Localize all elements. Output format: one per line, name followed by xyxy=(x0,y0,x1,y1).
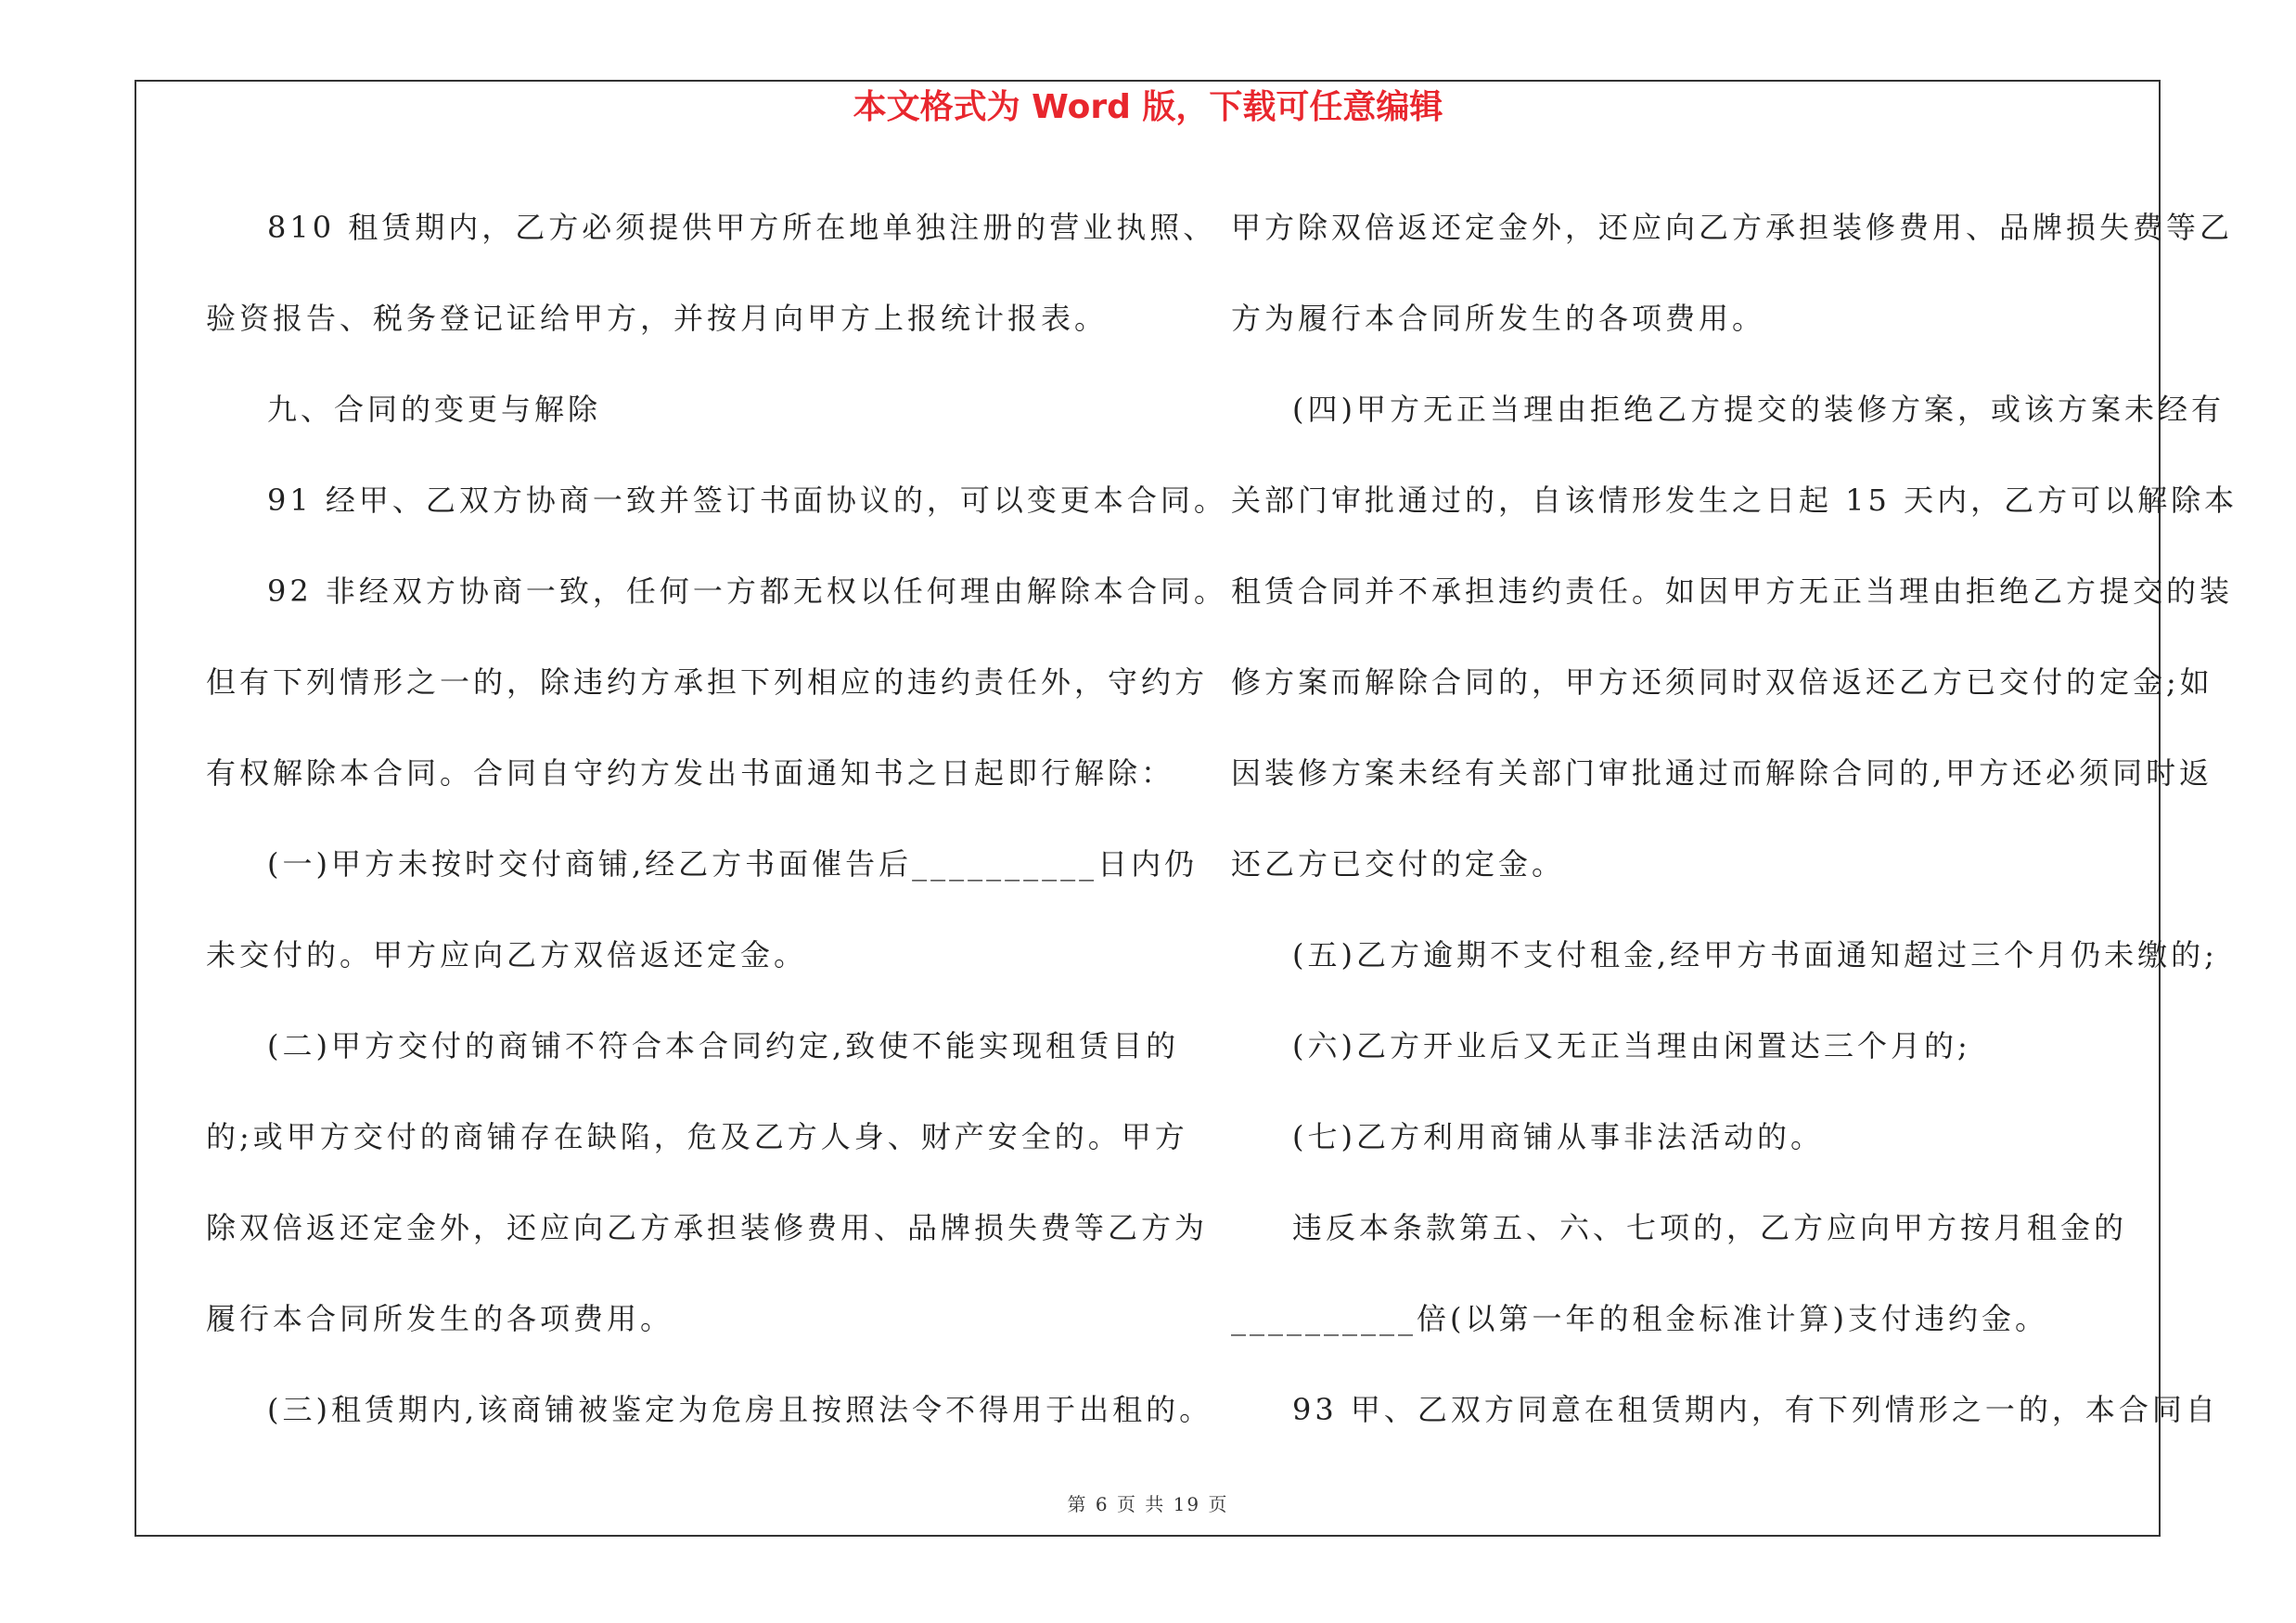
left-text-column xyxy=(206,182,1227,1455)
right-column-line: (六)乙方开业后又无正当理由闲置达三个月的; xyxy=(1292,1028,1971,1063)
page-number-footer: 第 6 页 共 19 页 xyxy=(1067,1493,1229,1515)
left-column-line: 810 租赁期内，乙方必须提供甲方所在地单独注册的营业执照、 xyxy=(267,210,1217,245)
left-column-line: (三)租赁期内,该商铺被鉴定为危房且按照法令不得用于出租的。 xyxy=(267,1392,1213,1427)
left-column-line: 未交付的。甲方应向乙方双倍返还定金。 xyxy=(206,937,808,973)
left-column-line: 的;或甲方交付的商铺存在缺陷，危及乙方人身、财产安全的。甲方 xyxy=(206,1119,1188,1154)
word-format-banner: 本文格式为 Word 版，下载可任意编辑 xyxy=(853,88,1443,126)
left-column-line: 验资报告、税务登记证给甲方，并按月向甲方上报统计报表。 xyxy=(206,301,1109,336)
left-column-line: 履行本合同所发生的各项费用。 xyxy=(206,1301,674,1336)
right-column-line: 还乙方已交付的定金。 xyxy=(1231,846,1566,882)
right-column-line: (五)乙方逾期不支付租金,经甲方书面通知超过三个月仍未缴的; xyxy=(1292,937,2218,973)
right-column-line: 93 甲、乙双方同意在租赁期内，有下列情形之一的，本合同自 xyxy=(1292,1392,2219,1427)
left-column-line: 除双倍返还定金外，还应向乙方承担装修费用、品牌损失费等乙方为 xyxy=(206,1210,1209,1245)
right-column-line: 因装修方案未经有关部门审批通过而解除合同的,甲方还必须同时返 xyxy=(1231,755,2213,791)
left-column-line: 九、合同的变更与解除 xyxy=(267,392,602,427)
right-column-line: 违反本条款第五、六、七项的，乙方应向甲方按月租金的 xyxy=(1292,1210,2128,1245)
left-column-line: 92 非经双方协商一致，任何一方都无权以任何理由解除本合同。 xyxy=(267,573,1227,609)
left-column-line: 但有下列情形之一的，除违约方承担下列相应的违约责任外，守约方 xyxy=(206,664,1209,700)
left-column-line: 有权解除本合同。合同自守约方发出书面通知书之日起即行解除： xyxy=(206,755,1175,791)
left-column-line: 91 经甲、乙双方协商一致并签订书面协议的，可以变更本合同。 xyxy=(267,483,1227,518)
right-text-column xyxy=(1231,182,2238,1455)
right-column-line: 关部门审批通过的，自该情形发生之日起 15 天内，乙方可以解除本 xyxy=(1231,483,2238,518)
right-column-line: 甲方除双倍返还定金外，还应向乙方承担装修费用、品牌损失费等乙 xyxy=(1231,210,2234,245)
right-column-line: (四)甲方无正当理由拒绝乙方提交的装修方案，或该方案未经有 xyxy=(1292,392,2225,427)
right-column-line: 租赁合同并不承担违约责任。如因甲方无正当理由拒绝乙方提交的装 xyxy=(1231,573,2234,609)
right-column-line: __________倍(以第一年的租金标准计算)支付违约金。 xyxy=(1231,1301,2048,1336)
right-column-line: (七)乙方利用商铺从事非法活动的。 xyxy=(1292,1119,1824,1154)
left-column-line: (二)甲方交付的商铺不符合本合同约定,致使不能实现租赁目的 xyxy=(267,1028,1180,1063)
right-column-line: 方为履行本合同所发生的各项费用。 xyxy=(1231,301,1766,336)
left-column-line: (一)甲方未按时交付商铺,经乙方书面催告后__________日内仍 xyxy=(267,846,1199,882)
right-column-line: 修方案而解除合同的，甲方还须同时双倍返还乙方已交付的定金;如 xyxy=(1231,664,2213,700)
